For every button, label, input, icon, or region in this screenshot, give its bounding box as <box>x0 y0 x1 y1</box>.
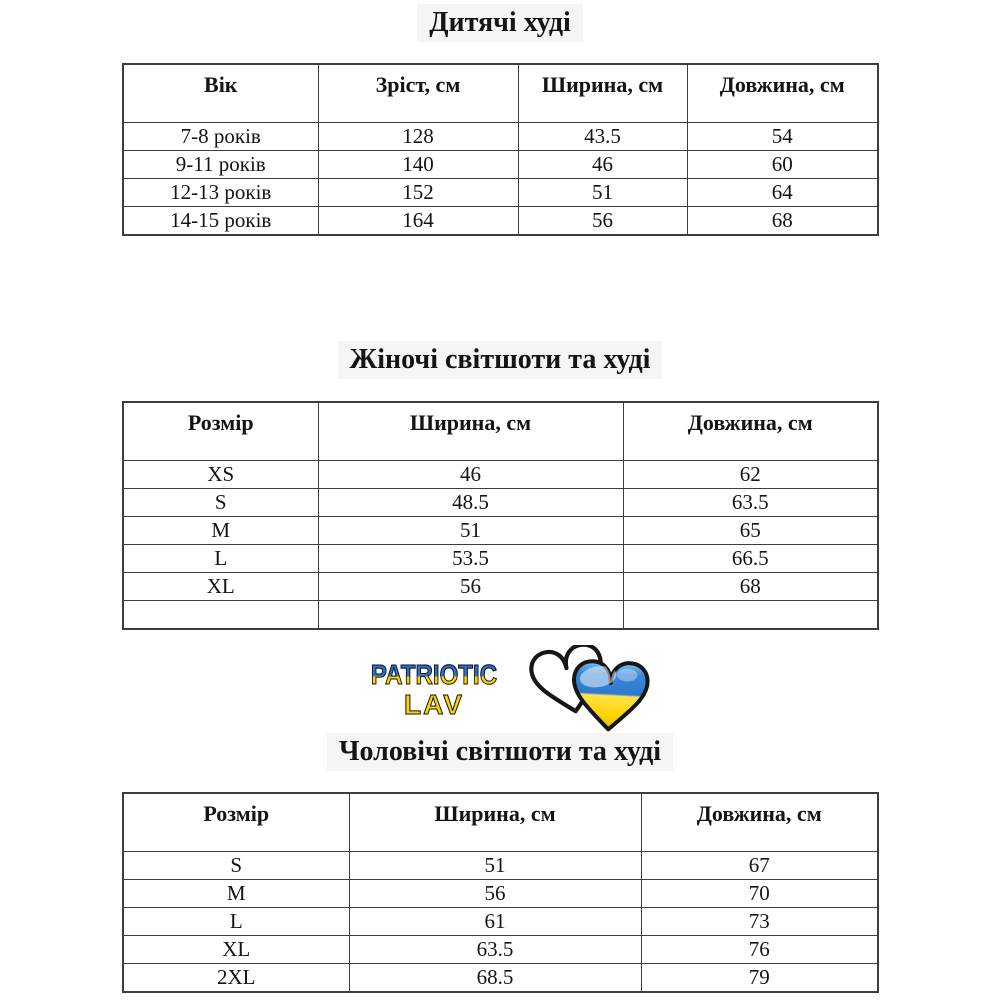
cell-size: 2XL <box>123 964 349 993</box>
column-header: Ширина, см <box>318 402 623 461</box>
table-row-empty <box>123 601 878 630</box>
table-row <box>123 908 878 936</box>
hearts-logo-icon <box>529 645 651 739</box>
men-table-title-text: Чоловічі світшоти та худі <box>327 733 673 771</box>
table-row <box>123 489 878 517</box>
kids-table-title <box>0 4 1000 42</box>
kids-size-table <box>122 63 879 236</box>
cell-width: 63.5 <box>349 936 641 964</box>
table-row <box>123 852 878 880</box>
women-table-title <box>0 341 1000 379</box>
cell-width: 56 <box>318 573 623 601</box>
table-row <box>123 936 878 964</box>
cell-size: S <box>123 852 349 880</box>
men-header-row <box>123 793 878 852</box>
cell-height: 152 <box>318 179 518 207</box>
brand-logo-wordmark <box>349 645 519 719</box>
cell-length: 66.5 <box>623 545 878 573</box>
table-row <box>123 964 878 993</box>
men-table-title <box>0 733 1000 771</box>
cell-length: 68 <box>687 207 878 236</box>
men-size-table <box>122 792 879 993</box>
cell-width: 56 <box>349 880 641 908</box>
cell-height: 128 <box>318 123 518 151</box>
brand-name-patriotic: PATRIOTIC <box>361 661 507 689</box>
cell-length: 60 <box>687 151 878 179</box>
cell-height: 140 <box>318 151 518 179</box>
cell-size: L <box>123 908 349 936</box>
cell-size: M <box>123 880 349 908</box>
cell-size: M <box>123 517 318 545</box>
cell-age: 14-15 років <box>123 207 318 236</box>
cell-width <box>318 601 623 630</box>
column-header: Розмір <box>123 402 318 461</box>
column-header: Ширина, см <box>518 64 687 123</box>
table-row <box>123 179 878 207</box>
column-header: Вік <box>123 64 318 123</box>
cell-length: 54 <box>687 123 878 151</box>
cell-width: 61 <box>349 908 641 936</box>
cell-length: 65 <box>623 517 878 545</box>
cell-age: 12-13 років <box>123 179 318 207</box>
column-header: Довжина, см <box>641 793 878 852</box>
kids-table-title-text: Дитячі худі <box>417 4 583 42</box>
table-row <box>123 880 878 908</box>
cell-width: 51 <box>349 852 641 880</box>
flag-heart-icon <box>571 660 648 731</box>
table-row <box>123 517 878 545</box>
brand-name-lav: LAV <box>404 689 464 720</box>
women-header-row <box>123 402 878 461</box>
brand-logo <box>349 645 651 739</box>
cell-length: 68 <box>623 573 878 601</box>
cell-width: 68.5 <box>349 964 641 993</box>
cell-length: 64 <box>687 179 878 207</box>
cell-width: 51 <box>318 517 623 545</box>
column-header: Ширина, см <box>349 793 641 852</box>
cell-width: 46 <box>318 461 623 489</box>
cell-length: 79 <box>641 964 878 993</box>
cell-size: XL <box>123 573 318 601</box>
cell-size: XS <box>123 461 318 489</box>
cell-size <box>123 601 318 630</box>
table-row <box>123 151 878 179</box>
cell-width: 48.5 <box>318 489 623 517</box>
table-row <box>123 545 878 573</box>
cell-width: 56 <box>518 207 687 236</box>
cell-width: 51 <box>518 179 687 207</box>
cell-size: XL <box>123 936 349 964</box>
column-header: Довжина, см <box>623 402 878 461</box>
cell-length: 76 <box>641 936 878 964</box>
cell-length: 73 <box>641 908 878 936</box>
column-header: Довжина, см <box>687 64 878 123</box>
table-row <box>123 123 878 151</box>
cell-width: 53.5 <box>318 545 623 573</box>
cell-age: 7-8 років <box>123 123 318 151</box>
cell-size: L <box>123 545 318 573</box>
table-row <box>123 207 878 236</box>
table-row <box>123 573 878 601</box>
kids-header-row <box>123 64 878 123</box>
table-row <box>123 461 878 489</box>
cell-length: 63.5 <box>623 489 878 517</box>
cell-length <box>623 601 878 630</box>
cell-size: S <box>123 489 318 517</box>
cell-length: 62 <box>623 461 878 489</box>
column-header: Розмір <box>123 793 349 852</box>
cell-length: 70 <box>641 880 878 908</box>
column-header: Зріст, см <box>318 64 518 123</box>
women-table-title-text: Жіночі світшоти та худі <box>338 341 663 379</box>
cell-length: 67 <box>641 852 878 880</box>
cell-age: 9-11 років <box>123 151 318 179</box>
women-size-table <box>122 401 879 630</box>
cell-height: 164 <box>318 207 518 236</box>
cell-width: 43.5 <box>518 123 687 151</box>
cell-width: 46 <box>518 151 687 179</box>
